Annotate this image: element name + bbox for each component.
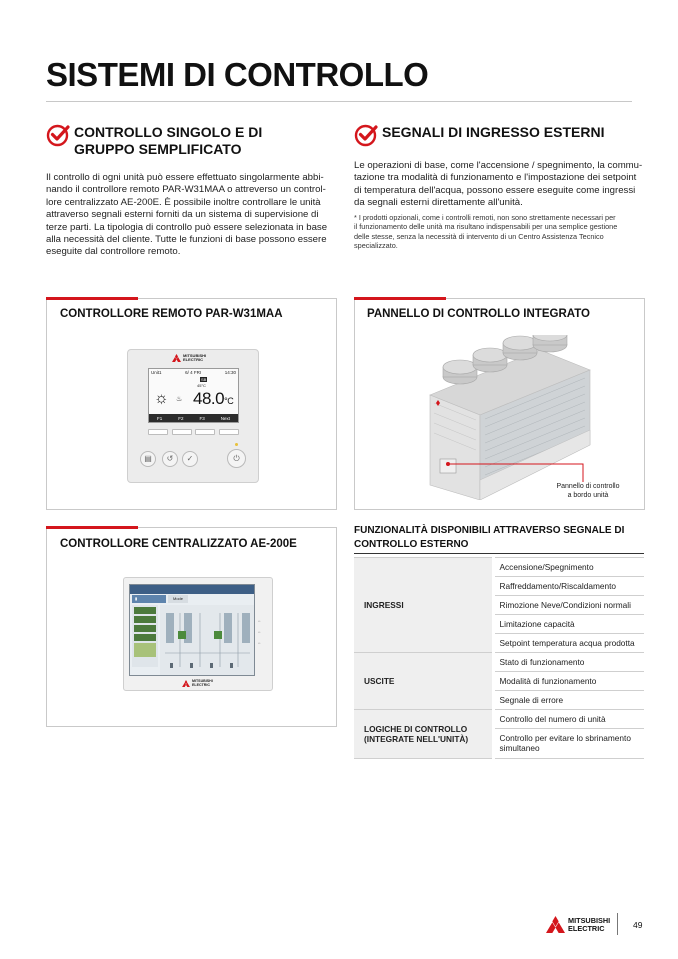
table-cell: Limitazione capacità — [493, 615, 644, 634]
display-badge: SB — [201, 377, 207, 382]
panel-title: PANNELLO DI CONTROLLO INTEGRATO — [367, 308, 590, 320]
function-buttons — [148, 429, 239, 435]
table-cell: Controllo per evitare lo sbrinamento simultaneo — [493, 729, 644, 759]
diamond-logo-icon — [182, 680, 190, 687]
table-heading: FUNZIONALITÀ DISPONIBILI ATTRAVERSO SEGNALE DI CONTROLLO ESTERNO — [354, 525, 625, 550]
display-date: 6/ 4 FRI — [185, 370, 202, 375]
display-tab: ▮ — [132, 595, 166, 603]
functions-table — [354, 557, 644, 759]
table-cell: Modalità di funzionamento — [493, 672, 644, 691]
table-row — [354, 653, 644, 672]
section-title: SEGNALI DI INGRESSO ESTERNI — [382, 124, 605, 140]
power-button-icon: ⏻ — [227, 449, 246, 468]
function-button — [219, 429, 239, 435]
group-label-logiche: LOGICHE DI CONTROLLO (INTEGRATE NELL'UNITÀ) — [354, 710, 493, 759]
water-drop-icon: ♨ — [176, 396, 183, 403]
table-cell: Controllo del numero di unità — [493, 710, 644, 729]
display-menu-bar: F1 F2 F3 Next — [149, 414, 238, 422]
table-cell: Accensione/Spegnimento — [493, 558, 644, 577]
group-label-uscite: USCITE — [354, 653, 493, 710]
central-display — [129, 584, 255, 676]
central-controller-image — [123, 577, 273, 691]
display-time: 14:30 — [224, 370, 236, 375]
remote-display — [148, 368, 239, 423]
section-left-body: Il controllo di ogni unità può essere effettuato singolarmente abbi- nando il controllore remoto PAR-W31MAA o attreverso un control- lore centralizzato AE-200E. È possibile inoltre controllare le unità attraverso segnali esterni forniti da un sistema di supervisione di terze parti. La tipologia di controllo può essere selezionata in base alla necessità del cliente. Tutte le funzioni di base possono essere eseguite dal controllore remoto. — [46, 172, 328, 258]
display-header — [130, 585, 254, 594]
table-cell: Raffreddamento/Riscaldamento — [493, 577, 644, 596]
table-cell: Stato di funzionamento — [493, 653, 644, 672]
page-number: 49 — [633, 920, 643, 930]
panel-title: CONTROLLORE CENTRALIZZATO AE-200E — [60, 538, 297, 550]
display-unit-label: Unit1 — [151, 370, 162, 375]
menu-button-icon: ▤ — [140, 451, 156, 467]
section-heading-segnali-ingresso — [354, 124, 604, 147]
status-led — [235, 443, 238, 446]
table-row — [354, 710, 644, 729]
callout-label: Pannello di controllo a bordo unità — [556, 483, 620, 499]
display-small-temp: 45°C — [197, 383, 206, 388]
page-title: SISTEMI DI CONTROLLO — [46, 56, 429, 93]
panel-accent — [354, 297, 446, 300]
floor-plan-graphic — [160, 605, 254, 675]
diamond-logo-icon — [172, 354, 181, 362]
remote-controller-image — [127, 349, 259, 483]
table-cell: Rimozione Neve/Condizioni normali — [493, 596, 644, 615]
section-heading-controllo-singolo — [46, 124, 262, 158]
table-cell: Segnale di errore — [493, 691, 644, 710]
table-row — [354, 558, 644, 577]
group-label-ingressi: INGRESSI — [354, 558, 493, 653]
mitsubishi-logo: MITSUBISHI ELECTRIC — [182, 680, 213, 688]
section-title: CONTROLLO SINGOLO E DI GRUPPO SEMPLIFICATO — [74, 124, 263, 157]
footer-mitsubishi-logo: MITSUBISHI ELECTRIC — [546, 916, 610, 933]
return-button-icon: ↺ — [162, 451, 178, 467]
function-button — [195, 429, 215, 435]
panel-title: CONTROLLORE REMOTO PAR-W31MAA — [60, 308, 283, 320]
display-sidebar — [132, 605, 158, 667]
check-circle-icon — [46, 123, 70, 147]
section-right-body: Le operazioni di base, come l'accensione / spegnimento, la commu- tazione tra modalità di funzionamento e l'impostazione dei setpoint di temperatura dell'acqua, possono essere eseguite come ingressi da segnali esterni direttamente all'unità. — [354, 160, 643, 209]
display-mode-tab: Mode — [168, 595, 188, 603]
display-temperature: 48.0°C — [193, 389, 234, 408]
table-cell: Setpoint temperatura acqua prodotta — [493, 634, 644, 653]
table-top-rule — [354, 553, 644, 554]
function-button — [172, 429, 192, 435]
check-circle-icon — [354, 123, 378, 147]
mitsubishi-logo: MITSUBISHI ELECTRIC — [172, 354, 206, 362]
panel-accent — [46, 297, 138, 300]
optional-products-note: * I prodotti opzionali, come i controlli remoti, non sono strettamente necessari per il funzionamento delle unità ma risultano indispensabili per una semplice gestione delle stesse, senza la necessità di intervento di un Centro Assistenza Tecnico specializzato. — [354, 213, 618, 251]
confirm-button-icon: ✓ — [182, 451, 198, 467]
function-button — [148, 429, 168, 435]
sun-icon: ☼ — [154, 390, 169, 407]
diamond-logo-icon — [546, 916, 565, 933]
panel-accent — [46, 526, 138, 529]
central-side-buttons: ▭ ▭ ▭ — [258, 620, 261, 645]
footer-separator — [617, 913, 618, 935]
title-divider — [46, 101, 632, 102]
